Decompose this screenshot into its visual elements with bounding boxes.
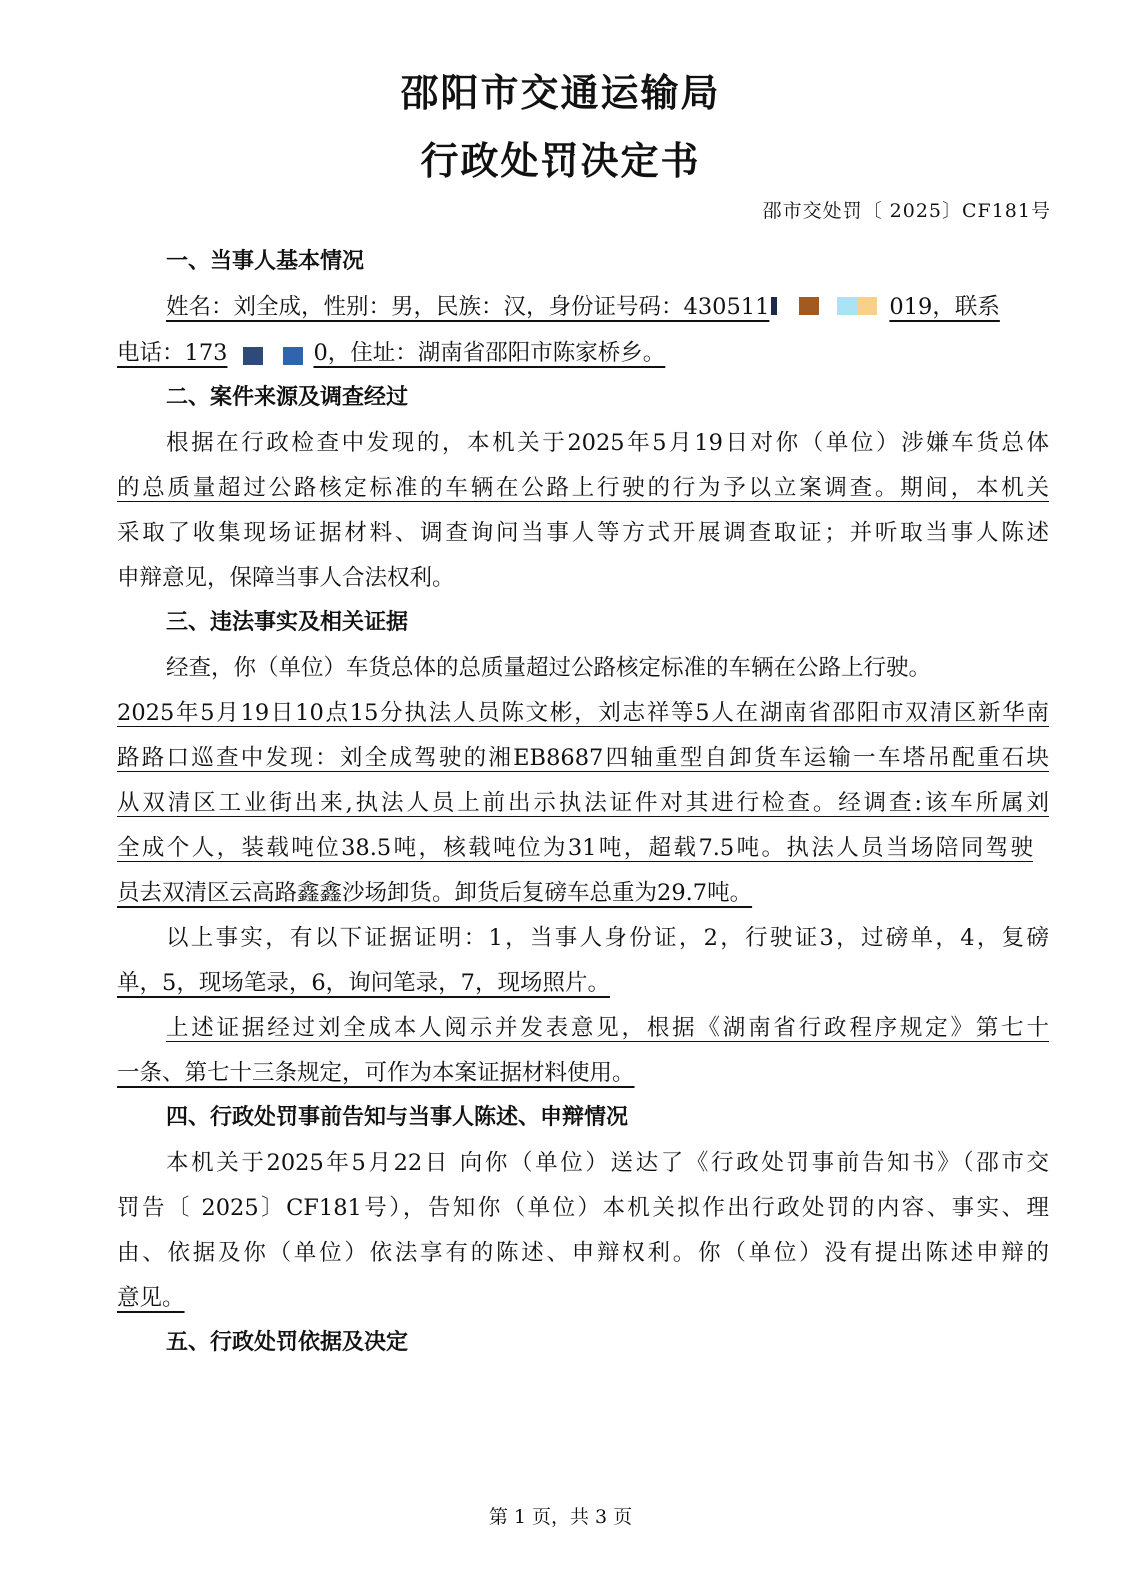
notice-line-2: 罚告〔 2025〕CF181号），告知你（单位）本机关拟作出行政处罚的内容、事实、理	[117, 1195, 1049, 1221]
evidence-line-2: 单，5，现场笔录，6，询问笔录，7，现场照片。	[117, 970, 610, 996]
party-info-text-2b: 0，住址：湖南省邵阳市陈家桥乡。	[313, 340, 666, 366]
party-info-line-2	[117, 335, 665, 367]
party-info-text-1a: 姓名：刘全成，性别：男，民族：汉，身份证号码：430511	[166, 294, 770, 320]
evidence-review-line-2: 一条、第七十三条规定，可作为本案证据材料使用。	[117, 1060, 635, 1086]
authority-title: 邵阳市交通运输局	[400, 71, 721, 115]
party-info-text-2a: 电话：173	[117, 340, 228, 366]
section-1-heading: 一、当事人基本情况	[166, 249, 365, 274]
case-source-line-3: 采取了收集现场证据材料、调查询问当事人等方式开展调查取证；并听取当事人陈述	[117, 520, 1049, 546]
evidence-review-line-1: 上述证据经过刘全成本人阅示并发表意见，根据《湖南省行政程序规定》第七十	[166, 1015, 1049, 1041]
notice-line-1: 本机关于2025年5月22日 向你（单位）送达了《行政处罚事前告知书》（邵市交	[166, 1150, 1049, 1176]
document-number: 邵市交处罚〔 2025〕CF181号	[762, 200, 1051, 222]
evidence-line-1: 以上事实，有以下证据证明：1，当事人身份证，2，行驶证3，过磅单，4，复磅	[166, 925, 1049, 951]
facts-line-1: 经查，你（单位）车货总体的总质量超过公路核定标准的车辆在公路上行驶。	[166, 655, 932, 681]
section-2-heading: 二、案件来源及调查经过	[166, 385, 409, 410]
facts-line-2: 2025年5月19日10点15分执法人员陈文彬，刘志祥等5人在湖南省邵阳市双清区新华南	[117, 700, 1049, 726]
notice-line-3: 由、依据及你（单位）依法享有的陈述、申辩权利。你（单位）没有提出陈述申辩的	[117, 1240, 1049, 1266]
notice-line-4: 意见。	[117, 1285, 185, 1311]
redaction-block	[769, 297, 867, 319]
party-info-line-1	[166, 289, 1049, 321]
case-source-line-2: 的总质量超过公路核定标准的车辆在公路上行驶的行为予以立案调查。期间，本机关	[117, 475, 1049, 501]
facts-line-6: 员去双清区云高路鑫鑫沙场卸货。卸货后复磅车总重为29.7吨。	[117, 880, 753, 906]
redaction-block-2	[227, 343, 313, 365]
facts-line-4: 从双清区工业街出来,执法人员上前出示执法证件对其进行检查。经调查:该车所属刘	[117, 790, 1049, 816]
case-source-line-4: 申辩意见，保障当事人合法权利。	[117, 565, 455, 591]
facts-line-5: 全成个人，装载吨位38.5吨，核载吨位为31吨，超载7.5吨。执法人员当场陪同驾驶	[117, 835, 1033, 861]
page-footer: 第 1 页，共 3 页	[488, 1506, 633, 1528]
party-info-text-1b: 019，联系	[889, 294, 1000, 320]
section-4-heading: 四、行政处罚事前告知与当事人陈述、申辩情况	[166, 1105, 629, 1130]
facts-line-3: 路路口巡查中发现：刘全成驾驶的湘EB8687四轴重型自卸货车运输一车塔吊配重石块	[117, 745, 1049, 771]
section-5-heading: 五、行政处罚依据及决定	[166, 1330, 409, 1355]
document-title: 行政处罚决定书	[420, 139, 701, 183]
section-3-heading: 三、违法事实及相关证据	[166, 610, 409, 635]
case-source-line-1: 根据在行政检查中发现的，本机关于2025年5月19日对你（单位）涉嫌车货总体	[166, 430, 1049, 456]
